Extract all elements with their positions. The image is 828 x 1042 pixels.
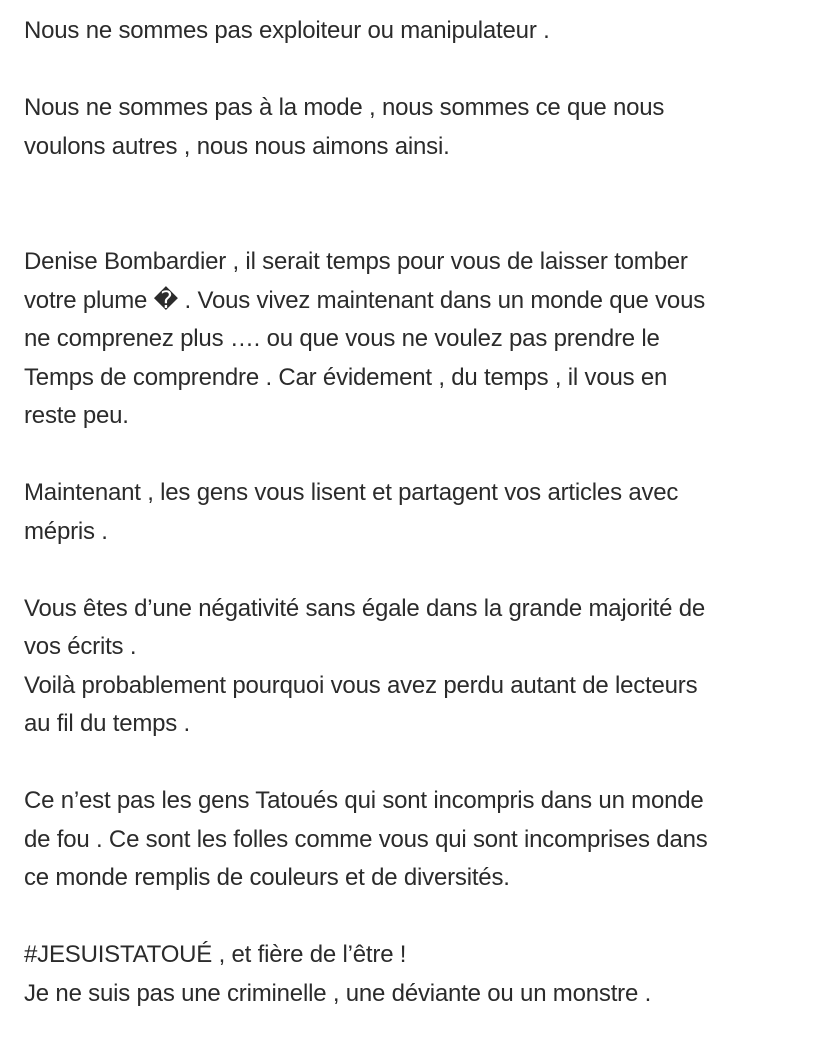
text-line: ce monde remplis de couleurs et de diversités.	[24, 864, 510, 891]
paragraph-spacer	[24, 744, 808, 783]
text-line: voulons autres , nous nous aimons ainsi.	[24, 132, 450, 160]
text-line: Nous ne sommes pas exploiteur ou manipulateur .	[24, 17, 550, 44]
paragraph-spacer	[24, 166, 808, 243]
text-line: reste peu.	[24, 402, 129, 429]
text-line: votre plume � . Vous vivez maintenant dans un monde que vous	[24, 286, 706, 314]
paragraph-4	[24, 474, 808, 551]
paragraph-spacer	[24, 898, 808, 937]
paragraph-6	[24, 782, 808, 898]
paragraph-spacer	[24, 51, 808, 90]
text-line: Je ne suis pas une criminelle , une déviante ou un monstre .	[24, 979, 652, 1007]
paragraph-5	[24, 590, 808, 744]
text-line: Ce n’est pas les gens Tatoués qui sont incompris dans un monde	[24, 787, 704, 814]
paragraph-spacer	[24, 551, 808, 590]
text-line: vos écrits .	[24, 633, 137, 660]
text-line: Denise Bombardier , il serait temps pour vous de laisser tomber	[24, 248, 688, 275]
text-line: Voilà probablement pourquoi vous avez perdu autant de lecteurs	[24, 671, 698, 699]
hashtag-line: #JESUISTATOUÉ , et fière de l’être !	[24, 941, 407, 968]
text-line: mépris .	[24, 517, 108, 545]
paragraph-7	[24, 936, 808, 1013]
paragraph-2	[24, 89, 808, 166]
paragraph-3	[24, 243, 808, 436]
text-line: au fil du temps .	[24, 710, 191, 737]
paragraph-1	[24, 12, 808, 51]
text-line: Maintenant , les gens vous lisent et partagent vos articles avec	[24, 479, 679, 506]
text-line: de fou . Ce sont les folles comme vous qui sont incomprises dans	[24, 825, 708, 853]
text-line: Temps de comprendre . Car évidement , du temps , il vous en	[24, 363, 668, 391]
text-line: ne comprenez plus …. ou que vous ne voulez pas prendre le	[24, 325, 660, 352]
paragraph-spacer	[24, 436, 808, 475]
text-line: Vous êtes d’une négativité sans égale dans la grande majorité de	[24, 594, 706, 622]
text-line: Nous ne sommes pas à la mode , nous sommes ce que nous	[24, 94, 665, 121]
